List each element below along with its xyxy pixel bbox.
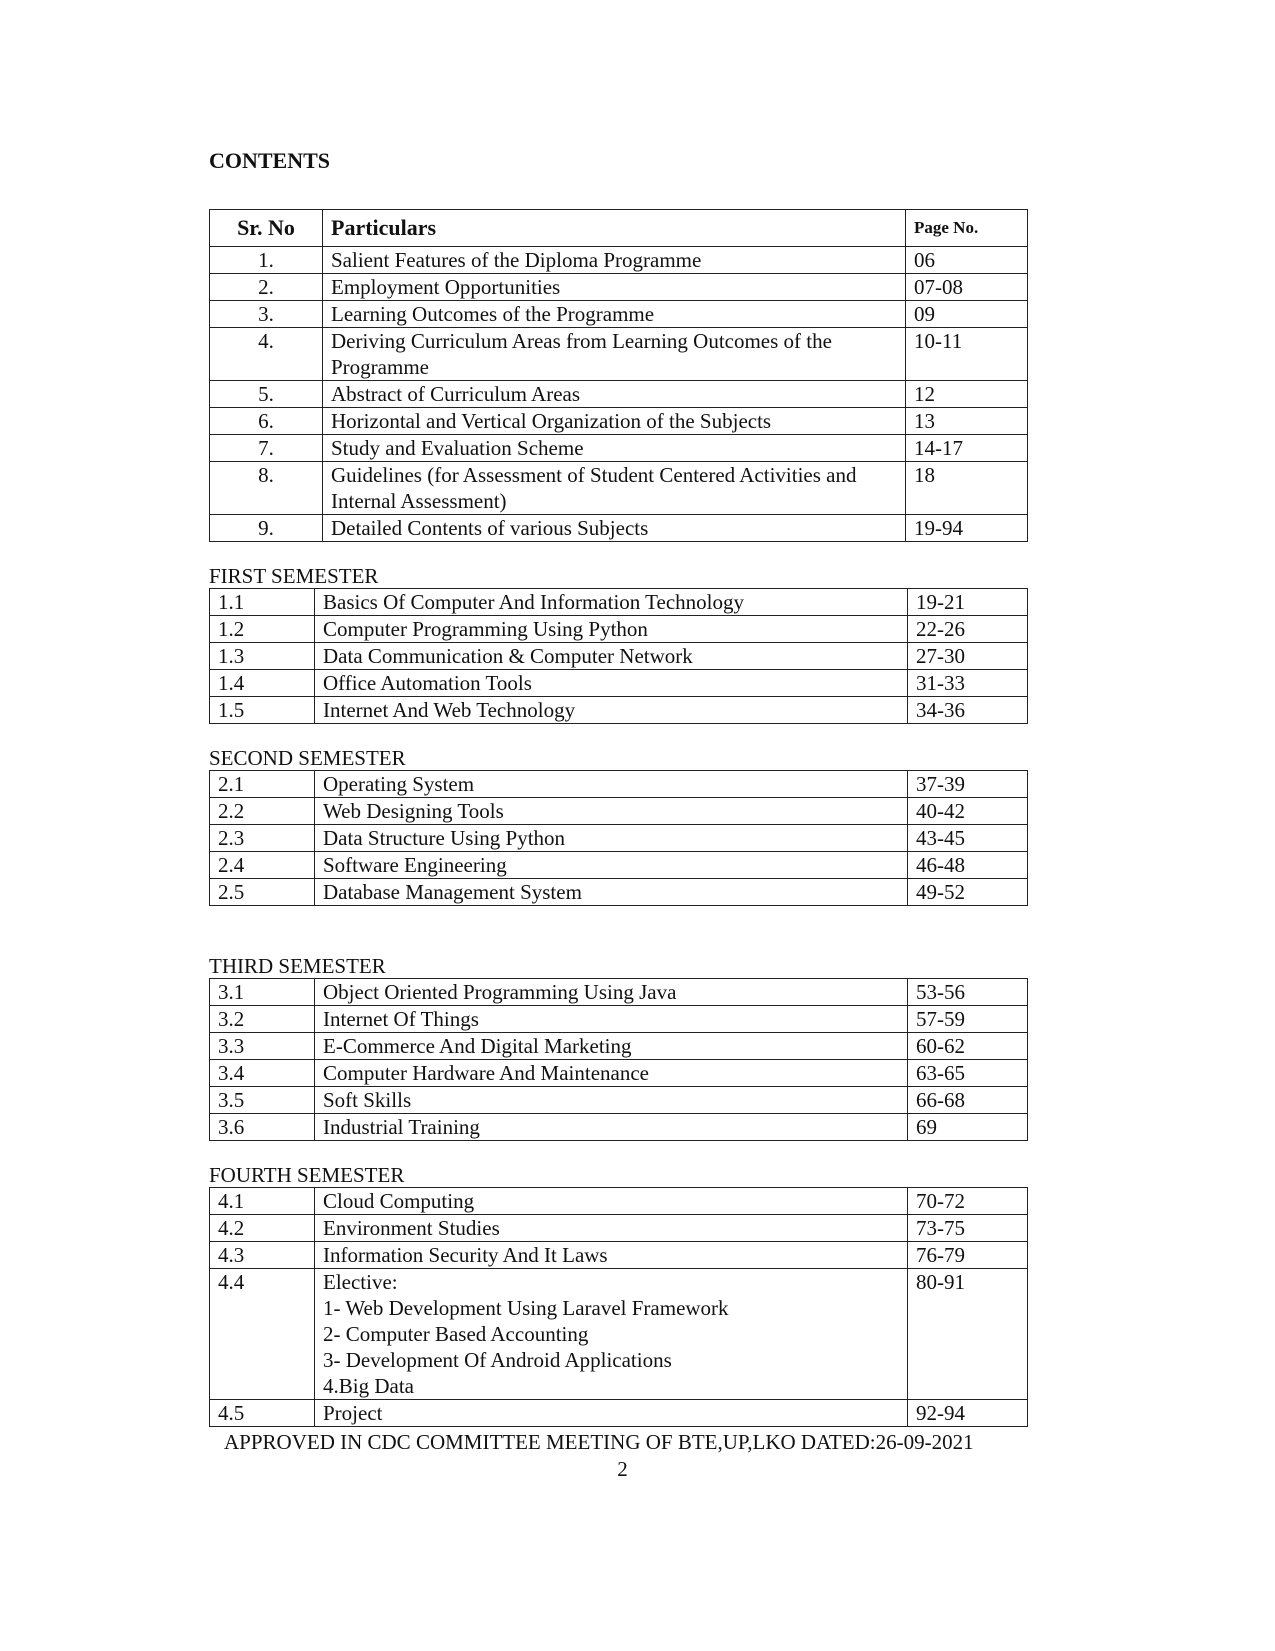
subject-label: Project — [323, 1401, 383, 1425]
subject-page-no: 60-62 — [908, 1033, 1028, 1060]
subject-code: 2.3 — [210, 825, 315, 852]
table-row — [210, 697, 1028, 724]
subject-label: Data Communication & Computer Network — [323, 644, 693, 668]
sr-no-header: Sr. No — [210, 210, 323, 247]
subject-label: Software Engineering — [323, 853, 507, 877]
table-row — [210, 1242, 1028, 1269]
subject-name — [315, 825, 908, 852]
subject-code: 1.4 — [210, 670, 315, 697]
subject-name — [315, 1400, 908, 1427]
table-row — [210, 462, 1028, 515]
subject-page-no: 40-42 — [908, 798, 1028, 825]
subject-code: 1.1 — [210, 589, 315, 616]
table-row — [210, 381, 1028, 408]
subject-name — [315, 1060, 908, 1087]
subject-label: Elective: — [323, 1270, 398, 1294]
row-particulars: Detailed Contents of various Subjects — [323, 515, 906, 542]
subject-name — [315, 771, 908, 798]
subject-name — [315, 643, 908, 670]
subject-label: Internet And Web Technology — [323, 698, 576, 722]
table-row — [210, 408, 1028, 435]
semester-title: THIRD SEMESTER — [209, 954, 386, 978]
subject-label: Industrial Training — [323, 1115, 480, 1139]
subject-label: Office Automation Tools — [323, 671, 532, 695]
subject-name — [315, 798, 908, 825]
row-page-no: 07-08 — [906, 274, 1028, 301]
subject-page-no: 31-33 — [908, 670, 1028, 697]
subject-name — [315, 1033, 908, 1060]
semester-table — [209, 978, 1028, 1141]
semester-table — [209, 1187, 1028, 1427]
row-particulars: Deriving Curriculum Areas from Learning Outcomes of the Programme — [323, 328, 906, 381]
table-row — [210, 825, 1028, 852]
subject-name — [315, 697, 908, 724]
table-row — [210, 1033, 1028, 1060]
subject-label: Internet Of Things — [323, 1007, 479, 1031]
subject-label: Information Security And It Laws — [323, 1243, 608, 1267]
subject-label: Web Designing Tools — [323, 799, 504, 823]
subject-page-no: 49-52 — [908, 879, 1028, 906]
subject-name — [315, 1188, 908, 1215]
row-sr-no: 7. — [210, 435, 323, 462]
subject-page-no: 27-30 — [908, 643, 1028, 670]
subject-code: 4.5 — [210, 1400, 315, 1427]
row-sr-no: 3. — [210, 301, 323, 328]
subject-code: 1.5 — [210, 697, 315, 724]
semester-sections — [209, 564, 1027, 1427]
row-particulars: Guidelines (for Assessment of Student Centered Activities and Internal Assessment) — [323, 462, 906, 515]
subject-page-no: 66-68 — [908, 1087, 1028, 1114]
subject-label: Database Management System — [323, 880, 582, 904]
subject-page-no: 34-36 — [908, 697, 1028, 724]
table-row — [210, 1269, 1028, 1400]
page-title: CONTENTS — [209, 148, 331, 173]
subject-page-no: 76-79 — [908, 1242, 1028, 1269]
subject-code: 4.4 — [210, 1269, 315, 1400]
subject-name — [315, 1006, 908, 1033]
subject-name — [315, 1087, 908, 1114]
subject-code: 3.3 — [210, 1033, 315, 1060]
row-particulars: Horizontal and Vertical Organization of the Subjects — [323, 408, 906, 435]
row-page-no: 13 — [906, 408, 1028, 435]
subject-name — [315, 1269, 908, 1400]
subject-page-no: 46-48 — [908, 852, 1028, 879]
table-row — [210, 515, 1028, 542]
page-no-header: Page No. — [906, 210, 1028, 247]
table-row — [210, 616, 1028, 643]
subject-label: Basics Of Computer And Information Technology — [323, 590, 744, 614]
subject-page-no: 70-72 — [908, 1188, 1028, 1215]
table-row — [210, 879, 1028, 906]
table-row — [210, 1114, 1028, 1141]
subject-label: Environment Studies — [323, 1216, 500, 1240]
row-page-no: 18 — [906, 462, 1028, 515]
subject-code: 2.2 — [210, 798, 315, 825]
subject-code: 4.3 — [210, 1242, 315, 1269]
subject-name — [315, 879, 908, 906]
subject-name — [315, 852, 908, 879]
row-page-no: 09 — [906, 301, 1028, 328]
subject-label: Data Structure Using Python — [323, 826, 566, 850]
table-row — [210, 274, 1028, 301]
table-row — [210, 435, 1028, 462]
table-row — [210, 1188, 1028, 1215]
table-row — [210, 643, 1028, 670]
subject-label: E-Commerce And Digital Marketing — [323, 1034, 632, 1058]
subject-code: 3.6 — [210, 1114, 315, 1141]
row-page-no: 12 — [906, 381, 1028, 408]
particulars-header: Particulars — [323, 210, 906, 247]
semester-table — [209, 770, 1028, 906]
subject-name — [315, 589, 908, 616]
semester-section — [209, 1163, 1027, 1427]
subject-label: Computer Programming Using Python — [323, 617, 648, 641]
subject-name — [315, 1242, 908, 1269]
table-row — [210, 798, 1028, 825]
table-row — [210, 1400, 1028, 1427]
subject-code: 3.5 — [210, 1087, 315, 1114]
semester-section — [209, 954, 1027, 1141]
row-particulars: Salient Features of the Diploma Programme — [323, 247, 906, 274]
subject-page-no: 37-39 — [908, 771, 1028, 798]
row-page-no: 10-11 — [906, 328, 1028, 381]
subject-label: Soft Skills — [323, 1088, 412, 1112]
subject-page-no: 69 — [908, 1114, 1028, 1141]
subject-code: 3.2 — [210, 1006, 315, 1033]
subject-code: 2.5 — [210, 879, 315, 906]
row-particulars: Learning Outcomes of the Programme — [323, 301, 906, 328]
table-row — [210, 852, 1028, 879]
elective-option: 3- Development Of Android Applications — [323, 1348, 672, 1372]
row-sr-no: 6. — [210, 408, 323, 435]
row-sr-no: 1. — [210, 247, 323, 274]
semester-title: SECOND SEMESTER — [209, 746, 406, 770]
subject-page-no: 63-65 — [908, 1060, 1028, 1087]
row-particulars: Abstract of Curriculum Areas — [323, 381, 906, 408]
approval-footer: APPROVED IN CDC COMMITTEE MEETING OF BTE,UP,LKO DATED:26-09-2021 — [224, 1430, 974, 1454]
elective-option: 2- Computer Based Accounting — [323, 1322, 589, 1346]
row-page-no: 06 — [906, 247, 1028, 274]
subject-name — [315, 1215, 908, 1242]
table-row — [210, 247, 1028, 274]
subject-code: 3.1 — [210, 979, 315, 1006]
row-sr-no: 2. — [210, 274, 323, 301]
subject-code: 3.4 — [210, 1060, 315, 1087]
subject-page-no: 73-75 — [908, 1215, 1028, 1242]
table-header-row — [210, 210, 1028, 247]
row-sr-no: 9. — [210, 515, 323, 542]
subject-label: Computer Hardware And Maintenance — [323, 1061, 649, 1085]
subject-page-no: 53-56 — [908, 979, 1028, 1006]
subject-name — [315, 670, 908, 697]
subject-code: 4.2 — [210, 1215, 315, 1242]
table-row — [210, 670, 1028, 697]
subject-name — [315, 979, 908, 1006]
contents-table-body — [210, 247, 1028, 542]
table-row — [210, 1087, 1028, 1114]
subject-label: Operating System — [323, 772, 475, 796]
semester-title: FIRST SEMESTER — [209, 564, 379, 588]
subject-name — [315, 1114, 908, 1141]
table-row — [210, 1060, 1028, 1087]
row-particulars: Employment Opportunities — [323, 274, 906, 301]
table-row — [210, 771, 1028, 798]
subject-name — [315, 616, 908, 643]
subject-page-no: 19-21 — [908, 589, 1028, 616]
page-number: 2 — [617, 1457, 628, 1481]
subject-code: 2.4 — [210, 852, 315, 879]
table-row — [210, 979, 1028, 1006]
subject-page-no: 80-91 — [908, 1269, 1028, 1400]
semester-section — [209, 746, 1027, 906]
table-row — [210, 1006, 1028, 1033]
subject-label: Cloud Computing — [323, 1189, 475, 1213]
subject-label: Object Oriented Programming Using Java — [323, 980, 677, 1004]
subject-code: 1.2 — [210, 616, 315, 643]
table-row — [210, 589, 1028, 616]
table-row — [210, 301, 1028, 328]
subject-page-no: 92-94 — [908, 1400, 1028, 1427]
row-page-no: 14-17 — [906, 435, 1028, 462]
row-page-no: 19-94 — [906, 515, 1028, 542]
elective-option: 4.Big Data — [323, 1374, 414, 1398]
row-sr-no: 8. — [210, 462, 323, 515]
elective-option: 1- Web Development Using Laravel Framework — [323, 1296, 729, 1320]
semester-table — [209, 588, 1028, 724]
subject-page-no: 57-59 — [908, 1006, 1028, 1033]
row-sr-no: 4. — [210, 328, 323, 381]
contents-table — [209, 209, 1028, 542]
table-row — [210, 1215, 1028, 1242]
subject-page-no: 22-26 — [908, 616, 1028, 643]
subject-page-no: 43-45 — [908, 825, 1028, 852]
row-sr-no: 5. — [210, 381, 323, 408]
row-particulars: Study and Evaluation Scheme — [323, 435, 906, 462]
subject-code: 1.3 — [210, 643, 315, 670]
subject-code: 4.1 — [210, 1188, 315, 1215]
semester-section — [209, 564, 1027, 724]
subject-code: 2.1 — [210, 771, 315, 798]
contents-page — [209, 150, 1027, 1427]
table-row — [210, 328, 1028, 381]
semester-title: FOURTH SEMESTER — [209, 1163, 405, 1187]
